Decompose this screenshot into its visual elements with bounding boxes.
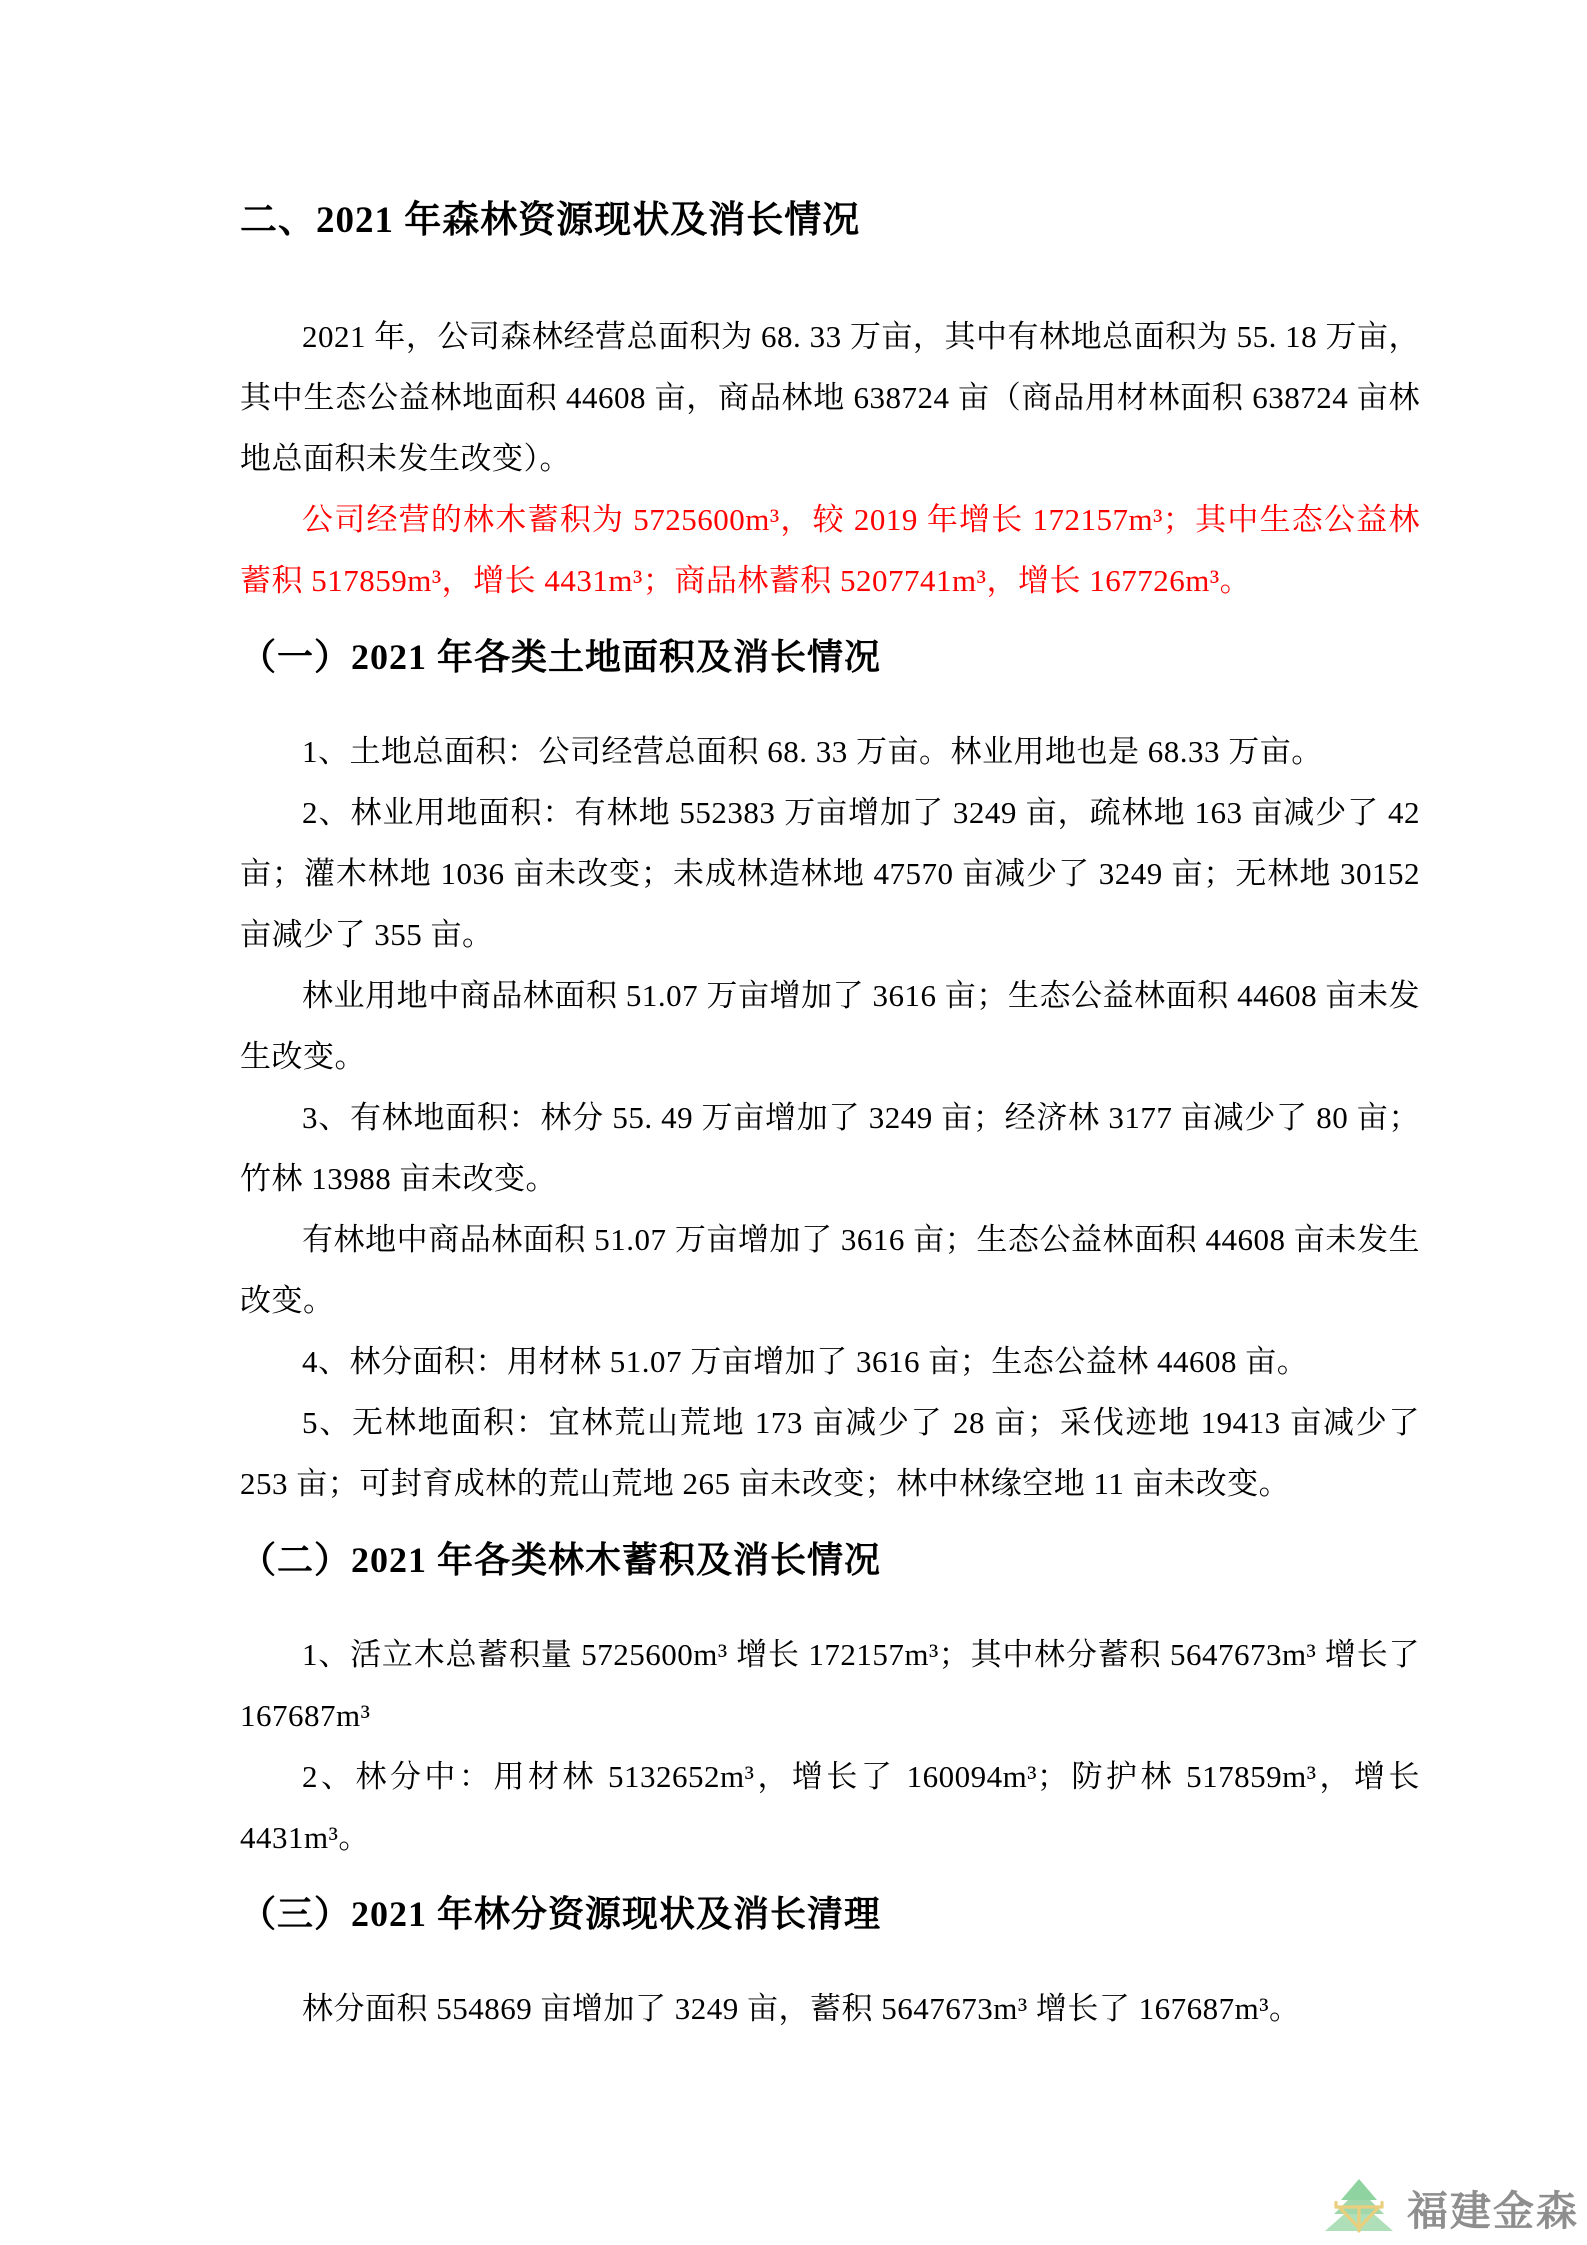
intro-overview-paragraph: 2021 年，公司森林经营总面积为 68. 33 万亩，其中有林地总面积为 55. 18 万亩，其中生态公益林地面积 44608 亩，商品林地 638724 亩（商品用材林面积 638724 亩林地总面积未发生改变）。 <box>240 319 1420 476</box>
doc-title: 二、2021 年森林资源现状及消长情况 <box>240 200 861 241</box>
intro-stock-highlight-paragraph: 公司经营的林木蓄积为 5725600m³，较 2019 年增长 172157m³；其中生态公益林蓄积 517859m³，增长 4431m³；商品林蓄积 5207741m³，增长 167726m³。 <box>240 502 1420 598</box>
section-3-summary: 林分面积 554869 亩增加了 3249 亩，蓄积 5647673m³ 增长了 167687m³。 <box>302 1991 1301 2026</box>
section-1-item-3-note: 有林地中商品林面积 51.07 万亩增加了 3616 亩；生态公益林面积 44608 亩未发生改变。 <box>240 1222 1420 1318</box>
company-logo <box>1319 2179 1579 2233</box>
section-2-heading: （二）2021 年各类林木蓄积及消长情况 <box>240 1540 882 1580</box>
section-2-item-2: 2、林分中：用材林 5132652m³，增长了 160094m³；防护林 517859m³，增长 4431m³。 <box>240 1759 1420 1855</box>
company-logo-text: 福建金森 <box>1407 2188 1579 2234</box>
section-1-item-4: 4、林分面积：用材林 51.07 万亩增加了 3616 亩；生态公益林 44608 亩。 <box>302 1344 1309 1379</box>
section-3-heading: （三）2021 年林分资源现状及消长清理 <box>240 1894 882 1934</box>
section-1-item-2: 2、林业用地面积：有林地 552383 万亩增加了 3249 亩，疏林地 163 亩减少了 42 亩；灌木林地 1036 亩未改变；未成林造林地 47570 亩减少了 3249 亩；无林地 30152 亩减少了 355 亩。 <box>240 795 1420 952</box>
section-1-item-1: 1、土地总面积：公司经营总面积 68. 33 万亩。林业用地也是 68.33 万亩。 <box>302 734 1323 769</box>
section-1-heading: （一）2021 年各类土地面积及消长情况 <box>240 637 882 677</box>
pine-tree-logo-icon <box>1319 2179 1399 2233</box>
section-1-item-2-note: 林业用地中商品林面积 51.07 万亩增加了 3616 亩；生态公益林面积 44608 亩未发生改变。 <box>240 978 1420 1074</box>
section-1-item-5: 5、无林地面积：宜林荒山荒地 173 亩减少了 28 亩；采伐迹地 19413 亩减少了 253 亩；可封育成林的荒山荒地 265 亩未改变；林中林缘空地 11 亩未改变。 <box>240 1405 1420 1501</box>
section-2-item-1: 1、活立木总蓄积量 5725600m³ 增长 172157m³；其中林分蓄积 5647673m³ 增长了 167687m³ <box>240 1637 1420 1733</box>
section-1-item-3: 3、有林地面积：林分 55. 49 万亩增加了 3249 亩；经济林 3177 亩减少了 80 亩；竹林 13988 亩未改变。 <box>240 1100 1420 1196</box>
